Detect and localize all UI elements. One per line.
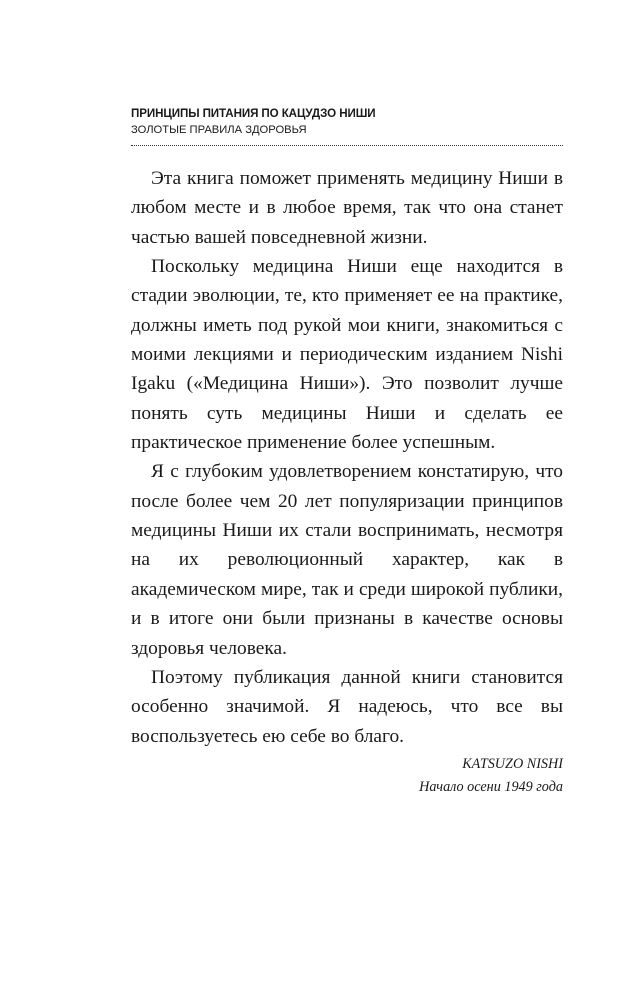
signature-block: [131, 753, 563, 799]
paragraph-4: Поэтому публикация данной книги становится особенно значимой. Я надеюсь, что все вы воспользуетесь ею себе во благо.: [131, 666, 563, 747]
running-header-subtitle: ЗОЛОТЫЕ ПРАВИЛА ЗДОРОВЬЯ: [131, 124, 307, 136]
paragraph-1: Эта книга поможет применять медицину Ниши в любом месте и в любое время, так что она станет частью вашей повседневной жизни.: [131, 168, 563, 248]
book-page: [131, 106, 563, 799]
signature-author: KATSUZO NISHI: [462, 755, 563, 772]
paragraph-3: Я с глубоким удовлетворением констатирую, что после более чем 20 лет популяризации принципов медицины Ниши их стали воспринимать, несмотря на их революционный характер, как в академическом мире, так и среди широкой публики, и в итоге они были признаны в качестве основы здоровья человека.: [131, 461, 563, 659]
signature-date: Начало осени 1949 года: [419, 778, 563, 795]
dotted-header-divider: [131, 145, 563, 146]
body-text: [131, 164, 563, 751]
running-header-title: ПРИНЦИПЫ ПИТАНИЯ ПО КАЦУДЗО НИШИ: [131, 107, 376, 120]
paragraph-2: Поскольку медицина Ниши еще находится в стадии эволюции, те, кто применяет ее на практике, должны иметь под рукой мои книги, знакомиться с моими лекциями и периодическим изданием Nishi Igaku («Медицина Ниши»). Это позволит лучше понять суть медицины Ниши и сделать ее практическое применение более успешным.: [131, 256, 563, 454]
